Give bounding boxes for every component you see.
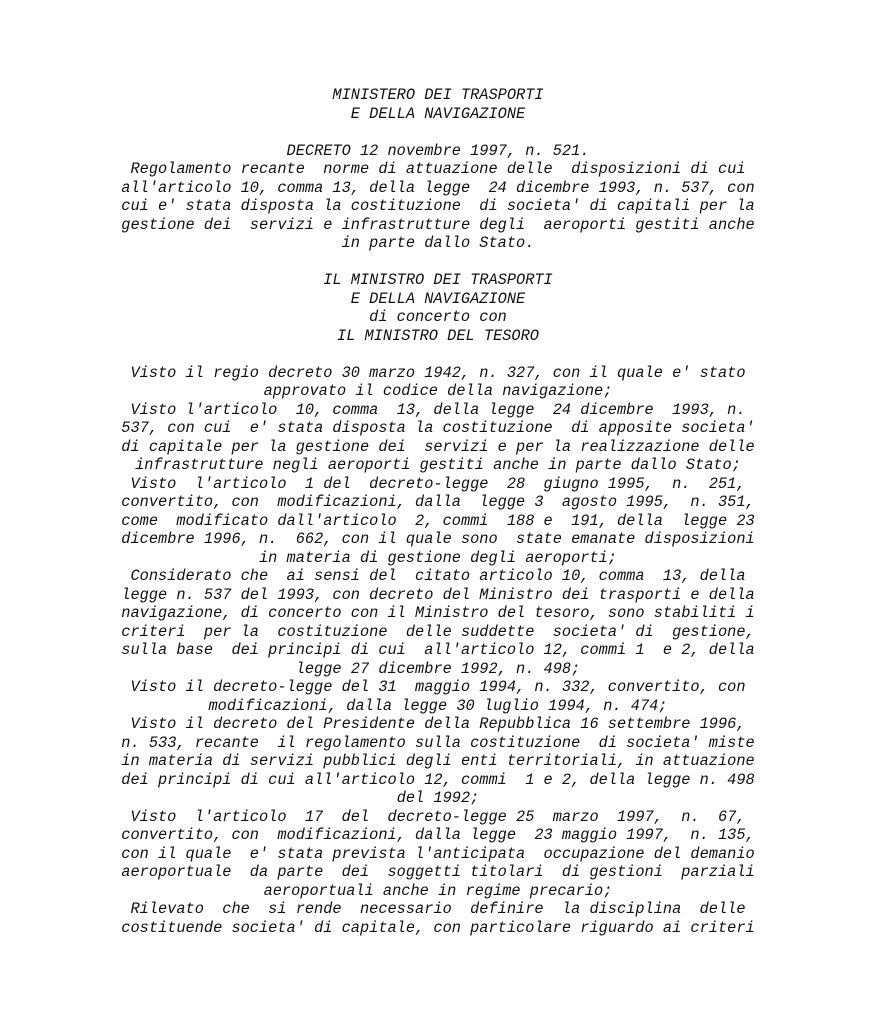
decree-subject-line: cui e' stata disposta la costituzione di societa' di capitali per la	[121, 197, 755, 215]
issuer-line: IL MINISTRO DEI TRASPORTI	[323, 271, 553, 289]
body-line: Rilevato che si rende necessario definire la disciplina delle	[130, 900, 746, 918]
body-line: Visto l'articolo 17 del decreto-legge 25 marzo 1997, n. 67,	[130, 807, 746, 826]
ministry-line: MINISTERO DEI TRASPORTI	[332, 86, 544, 104]
body-line: convertito, con modificazioni, dalla legge 23 maggio 1997, n. 135,	[121, 826, 755, 844]
body-line: costituende societa' di capitale, con particolare riguardo ai criteri	[121, 918, 755, 937]
spacer	[0, 123, 876, 142]
body-line: legge 27 dicembre 1992, n. 498;	[295, 659, 581, 678]
body-line: di capitale per la gestione dei servizi e per la realizzazione delle	[121, 437, 755, 456]
body-line: n. 533, recante il regolamento sulla costituzione di societa' miste	[121, 733, 755, 752]
body-line: del 1992;	[396, 789, 480, 807]
body-line: Visto l'articolo 10, comma 13, della legge 24 dicembre 1993, n.	[130, 400, 746, 419]
body-line: approvato il codice della navigazione;	[263, 382, 613, 400]
decree-heading	[0, 142, 876, 253]
body-line: in materia di servizi pubblici degli enti territoriali, in attuazione	[121, 752, 755, 770]
body-line: dei principi di cui all'articolo 12, commi 1 e 2, della legge n. 498	[121, 770, 755, 789]
issuers-block	[0, 271, 876, 345]
document-page	[0, 86, 876, 937]
body-line: in materia di gestione degli aeroporti;	[258, 548, 617, 567]
decree-subject-line: in parte dallo Stato.	[341, 234, 535, 252]
body-line: Visto il decreto del Presidente della Repubblica 16 settembre 1996,	[130, 715, 746, 733]
body-line: legge n. 537 del 1993, con decreto del Ministro dei trasporti e della	[121, 585, 755, 604]
spacer	[0, 253, 876, 272]
body-line: sulla base dei principi di cui all'articolo 12, commi 1 e 2, della	[121, 641, 755, 659]
spacer	[0, 345, 876, 364]
ministry-header	[0, 86, 876, 123]
ministry-line: E DELLA NAVIGAZIONE	[350, 104, 526, 123]
body-line: modificazioni, dalla legge 30 luglio 1994, n. 474;	[208, 696, 668, 715]
body-line: come modificato dall'articolo 2, commi 188 e 191, della legge 23	[121, 511, 755, 530]
body-line: navigazione, di concerto con il Ministro del tesoro, sono stabiliti i	[121, 604, 755, 622]
issuer-line: IL MINISTRO DEL TESORO	[337, 326, 539, 345]
decree-subject-line: gestione dei servizi e infrastrutture degli aeroporti gestiti anche	[121, 215, 755, 234]
body-line: infrastrutture negli aeroporti gestiti anche in parte dallo Stato;	[135, 456, 741, 474]
body-line: aeroportuale da parte dei soggetti titolari di gestioni parziali	[121, 863, 755, 881]
decree-subject-line: Regolamento recante norme di attuazione delle disposizioni di cui	[130, 160, 746, 178]
body-line: dicembre 1996, n. 662, con il quale sono state emanate disposizioni	[121, 530, 755, 548]
body-line: Visto il regio decreto 30 marzo 1942, n. 327, con il quale e' stato	[130, 363, 746, 382]
decree-subject-line: all'articolo 10, comma 13, della legge 24 dicembre 1993, n. 537, con	[121, 178, 755, 197]
body-line: Considerato che ai sensi del citato articolo 10, comma 13, della	[130, 567, 746, 585]
issuer-line: E DELLA NAVIGAZIONE	[350, 289, 526, 308]
body-line: criteri per la costituzione delle suddette societa' di gestione,	[121, 622, 755, 641]
decree-title: DECRETO 12 novembre 1997, n. 521.	[286, 141, 590, 160]
decree-body	[0, 364, 876, 938]
body-line: Visto l'articolo 1 del decreto-legge 28 giugno 1995, n. 251,	[130, 474, 746, 493]
body-line: aeroportuali anche in regime precario;	[263, 881, 613, 900]
body-line: Visto il decreto-legge del 31 maggio 1994, n. 332, convertito, con	[130, 678, 746, 696]
body-line: con il quale e' stata prevista l'anticipata occupazione del demanio	[121, 844, 755, 863]
body-line: convertito, con modificazioni, dalla legge 3 agosto 1995, n. 351,	[121, 493, 755, 511]
body-line: 537, con cui e' stata disposta la costituzione di apposite societa'	[121, 419, 755, 437]
issuer-line: di concerto con	[369, 308, 507, 326]
